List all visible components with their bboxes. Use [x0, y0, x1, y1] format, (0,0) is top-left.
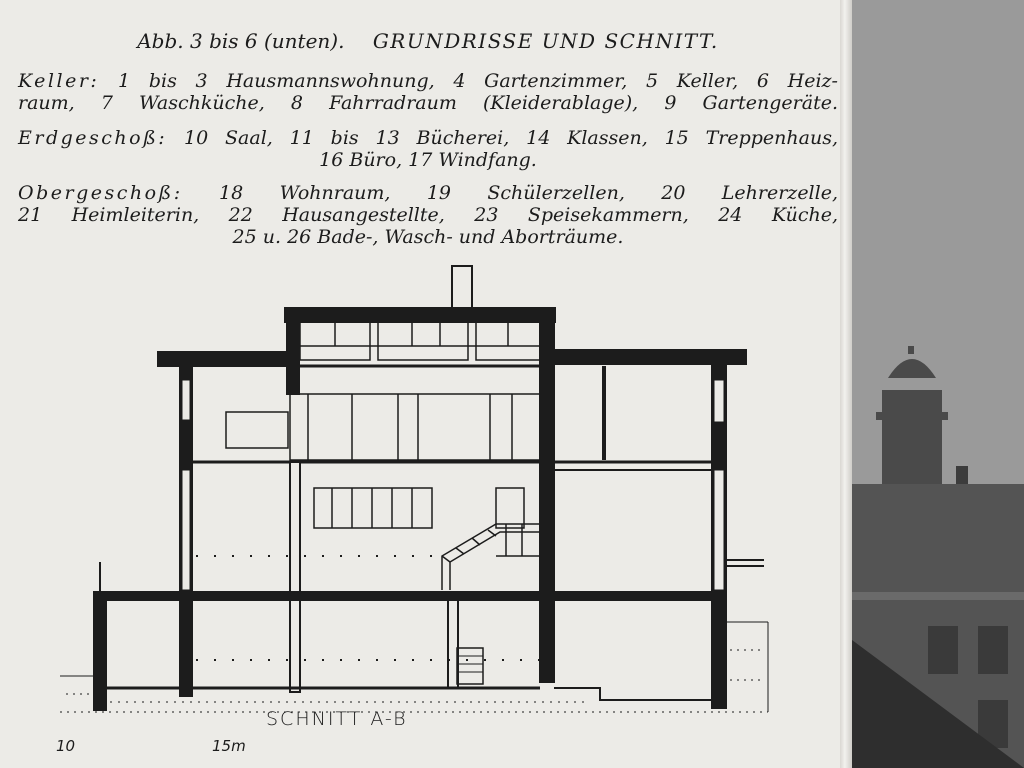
legend-ober-label: Obergeschoß: — [18, 182, 183, 204]
scale-label-15: 15m — [212, 737, 246, 755]
chimney — [452, 266, 472, 311]
legend-keller — [18, 70, 838, 114]
wall-center — [540, 322, 554, 682]
legend-keller-label: Keller: — [18, 70, 100, 92]
staircase — [442, 524, 546, 590]
page-gutter — [840, 0, 852, 768]
figure-caption-title — [18, 30, 838, 52]
legend-erd-line1: 10 Saal, 11 bis 13 Bücherei, 14 Klassen, 15 Treppenhaus, — [184, 127, 838, 149]
ground-hatching — [60, 622, 768, 712]
building-photo — [852, 0, 1024, 768]
upper-cupboards — [290, 394, 540, 460]
legend-obergeschoss — [18, 182, 838, 248]
ground-floor-slab — [94, 592, 724, 600]
legend-ober-line3: 25 u. 26 Bade-, Wasch- und Aborträume. — [232, 226, 624, 248]
legend-erdgeschoss — [18, 127, 838, 171]
bed — [226, 412, 288, 448]
legend-erd-label: Erdgeschoß: — [18, 127, 168, 149]
legend-keller-line1: 1 bis 3 Hausmannswohnung, 4 Gartenzimmer, 5 Keller, 6 Heiz- — [118, 70, 838, 92]
roof-right — [550, 350, 746, 364]
legend-ober-line1: 18 Wohnraum, 19 Schülerzellen, 20 Lehrerzelle, — [219, 182, 838, 204]
basement-stair — [457, 648, 483, 684]
section-drawing — [0, 250, 840, 730]
door — [496, 488, 524, 528]
caption-main: GRUNDRISSE UND SCHNITT. — [372, 29, 719, 53]
upper-roof — [285, 308, 555, 322]
legend-erd-line2: 16 Büro, 17 Windfang. — [319, 149, 537, 171]
caption-prefix: Abb. 3 bis 6 (unten). — [137, 29, 345, 53]
clerestory-windows — [300, 322, 540, 360]
legend-ober-line2: 21 Heimleiterin, 22 Hausangestellte, 23 Speisekammern, 24 Küche, — [18, 204, 838, 226]
roof-left — [158, 352, 288, 366]
hall-windows — [314, 488, 432, 528]
section-label: SCHNITT A-B — [266, 708, 408, 730]
scale-label-10: 10 — [56, 737, 76, 755]
basement-wall-left — [94, 600, 106, 710]
legend-keller-line2: raum, 7 Waschküche, 8 Fahrradraum (Kleiderablage), 9 Gartengeräte. — [18, 92, 838, 114]
